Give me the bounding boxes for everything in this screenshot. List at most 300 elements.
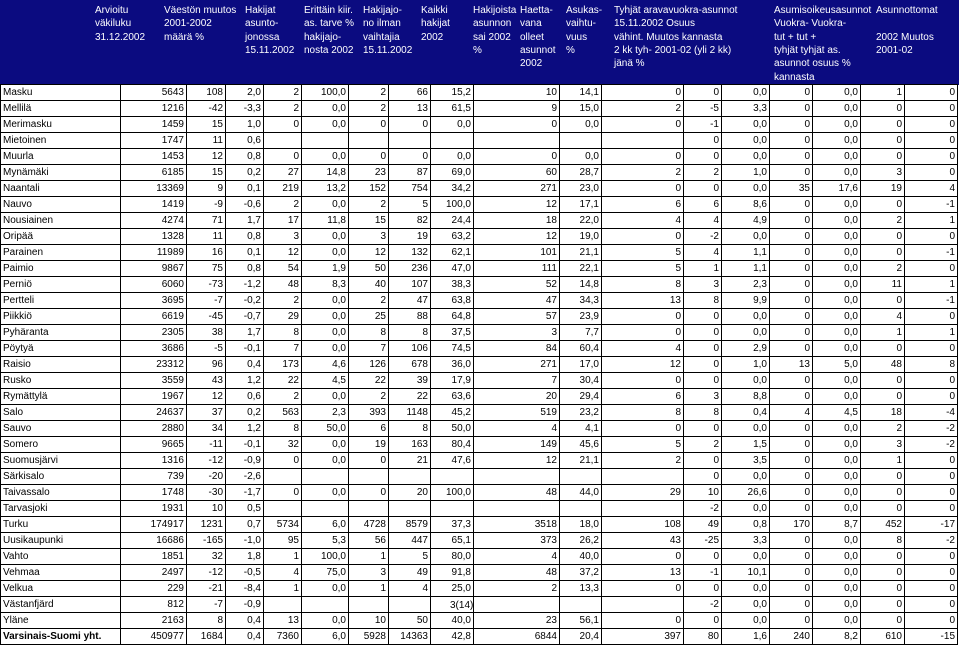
- table-cell: 1231: [187, 517, 226, 532]
- table-cell: 0,0: [813, 613, 861, 628]
- header-label: määrä %: [164, 31, 205, 43]
- table-cell: 0,0: [813, 101, 861, 116]
- header-label: vaihtu-: [566, 18, 597, 30]
- table-cell: 739: [121, 469, 187, 484]
- table-cell: -1,2: [226, 277, 264, 292]
- table-cell: 2: [349, 293, 389, 308]
- table-cell: 0: [770, 85, 813, 100]
- table-cell: 0: [770, 613, 813, 628]
- table-cell: [560, 133, 602, 148]
- table-cell: 107: [389, 277, 431, 292]
- table-row: [0, 453, 958, 469]
- table-cell: 0: [905, 549, 958, 564]
- municipality-name: Sauvo: [0, 421, 121, 436]
- table-cell: 0,0: [431, 149, 474, 164]
- table-cell: 2: [264, 197, 302, 212]
- table-cell: -2: [684, 229, 722, 244]
- table-cell: 56: [349, 533, 389, 548]
- table-cell: 0: [861, 245, 905, 260]
- table-cell: [389, 501, 431, 516]
- table-cell: 0,0: [431, 117, 474, 132]
- table-cell: 0,0: [302, 149, 349, 164]
- table-cell: [349, 469, 389, 484]
- table-cell: 8: [684, 293, 722, 308]
- table-cell: 2: [861, 261, 905, 276]
- table-cell: 0,0: [813, 437, 861, 452]
- table-cell: 12: [187, 389, 226, 404]
- table-cell: 8: [861, 533, 905, 548]
- table-cell: 63,8: [431, 293, 474, 308]
- table-cell: 1,7: [226, 213, 264, 228]
- table-cell: 0,0: [813, 581, 861, 596]
- table-cell: 0,4: [722, 405, 770, 420]
- table-cell: 0: [642, 149, 684, 164]
- table-cell: 0,0: [560, 149, 602, 164]
- table-cell: 0: [861, 133, 905, 148]
- table-cell: 82: [389, 213, 431, 228]
- table-cell: 3,5: [722, 453, 770, 468]
- table-cell: 1,9: [302, 261, 349, 276]
- table-cell: 52: [518, 277, 560, 292]
- table-cell: 13: [264, 613, 302, 628]
- table-cell: 0,8: [226, 149, 264, 164]
- table-cell: 0,0: [813, 293, 861, 308]
- table-cell: 2163: [121, 613, 187, 628]
- table-cell: [302, 597, 349, 612]
- table-cell: 0: [905, 309, 958, 324]
- municipality-name: Perniö: [0, 277, 121, 292]
- table-cell: 1216: [121, 101, 187, 116]
- table-cell: 1931: [121, 501, 187, 516]
- header-label: asunnot osuus %: [774, 58, 851, 70]
- table-cell: 2: [264, 389, 302, 404]
- table-cell: 0: [861, 117, 905, 132]
- municipality-name: Rymättylä: [0, 389, 121, 404]
- table-cell: 0: [770, 213, 813, 228]
- table-cell: 6: [642, 389, 684, 404]
- table-cell: 0,0: [302, 453, 349, 468]
- table-cell: 23,2: [560, 405, 602, 420]
- table-cell: 0,0: [722, 85, 770, 100]
- header-label: 2002: [520, 58, 543, 70]
- table-cell: 108: [187, 85, 226, 100]
- table-cell: 0: [684, 341, 722, 356]
- table-cell: 12: [264, 245, 302, 260]
- table-cell: 9: [518, 101, 560, 116]
- table-cell: 0: [905, 501, 958, 516]
- table-cell: 1,6: [722, 629, 770, 644]
- table-cell: 0,6: [226, 389, 264, 404]
- table-cell: 0: [770, 149, 813, 164]
- table-cell: 0,0: [813, 149, 861, 164]
- table-cell: 7,7: [560, 325, 602, 340]
- table-cell: 0,0: [813, 197, 861, 212]
- table-cell: -0,6: [226, 197, 264, 212]
- table-cell: 21: [389, 453, 431, 468]
- table-cell: 80: [684, 629, 722, 644]
- table-cell: 1: [905, 277, 958, 292]
- municipality-name: Muurla: [0, 149, 121, 164]
- table-cell: 13: [389, 101, 431, 116]
- table-cell: -11: [187, 437, 226, 452]
- table-cell: 20: [389, 485, 431, 500]
- table-row: [0, 277, 958, 293]
- table-cell: 0,4: [226, 357, 264, 372]
- table-cell: 8: [264, 325, 302, 340]
- municipality-name: Uusikaupunki: [0, 533, 121, 548]
- table-cell: 1: [905, 213, 958, 228]
- table-cell: 0: [905, 229, 958, 244]
- table-cell: 0: [349, 485, 389, 500]
- table-cell: 65,1: [431, 533, 474, 548]
- table-cell: 0: [905, 613, 958, 628]
- table-cell: 0: [861, 293, 905, 308]
- table-cell: 5: [642, 261, 684, 276]
- municipality-name: Merimasku: [0, 117, 121, 132]
- table-cell: 1148: [389, 405, 431, 420]
- table-cell: 1316: [121, 453, 187, 468]
- table-cell: 18: [861, 405, 905, 420]
- table-cell: 39: [389, 373, 431, 388]
- header-label: asunnot: [520, 44, 556, 56]
- table-cell: 48: [861, 357, 905, 372]
- table-cell: 0,0: [722, 549, 770, 564]
- table-cell: 6: [684, 197, 722, 212]
- header-label: asunto-: [245, 18, 279, 30]
- table-row: [0, 549, 958, 565]
- table-cell: 15: [187, 117, 226, 132]
- header-label: tyhjät tyhjät as.: [774, 44, 841, 56]
- table-row: [0, 501, 958, 517]
- table-cell: [264, 597, 302, 612]
- header-label: jänä %: [614, 58, 645, 70]
- header-label: Arvioitu: [95, 5, 129, 16]
- table-cell: 2: [349, 101, 389, 116]
- table-cell: 0,0: [302, 197, 349, 212]
- table-cell: 0,4: [226, 613, 264, 628]
- table-cell: 4: [684, 213, 722, 228]
- table-cell: -0,2: [226, 293, 264, 308]
- table-cell: 17: [264, 213, 302, 228]
- table-cell: 15,0: [560, 101, 602, 116]
- table-cell: 26,2: [560, 533, 602, 548]
- table-cell: 36,0: [431, 357, 474, 372]
- table-cell: 0,8: [722, 517, 770, 532]
- table-cell: 37,5: [431, 325, 474, 340]
- header-label: no ilman: [363, 18, 401, 30]
- table-row: [0, 309, 958, 325]
- table-cell: 13,3: [560, 581, 602, 596]
- table-cell: 0: [642, 373, 684, 388]
- table-cell: 17,9: [431, 373, 474, 388]
- table-cell: 0: [684, 453, 722, 468]
- table-cell: 450977: [121, 629, 187, 644]
- table-row: [0, 229, 958, 245]
- table-cell: 23312: [121, 357, 187, 372]
- table-cell: 0,0: [722, 133, 770, 148]
- table-cell: 0: [264, 485, 302, 500]
- table-cell: -12: [187, 453, 226, 468]
- header-label: Haetta-: [520, 5, 553, 16]
- table-cell: 7: [349, 341, 389, 356]
- table-cell: 173: [264, 357, 302, 372]
- table-row: [0, 613, 958, 629]
- table-cell: 0,0: [302, 309, 349, 324]
- header-label: Kaikki: [421, 5, 448, 16]
- table-cell: 2: [642, 453, 684, 468]
- table-cell: -12: [187, 565, 226, 580]
- table-cell: 0,1: [226, 181, 264, 196]
- table-cell: 0,0: [302, 325, 349, 340]
- table-cell: 47: [518, 293, 560, 308]
- table-cell: 0,0: [302, 101, 349, 116]
- table-cell: 0,0: [813, 501, 861, 516]
- municipality-name: Naantali: [0, 181, 121, 196]
- table-cell: 1328: [121, 229, 187, 244]
- table-cell: 0: [642, 117, 684, 132]
- table-cell: 24637: [121, 405, 187, 420]
- table-cell: 0: [642, 309, 684, 324]
- table-cell: 61,5: [431, 101, 474, 116]
- table-cell: 71: [187, 213, 226, 228]
- page-number: 3(14): [450, 600, 474, 611]
- table-cell: 240: [770, 629, 813, 644]
- table-cell: 0: [905, 389, 958, 404]
- table-cell: [349, 501, 389, 516]
- table-cell: 8: [642, 405, 684, 420]
- header-label: Hakijoista: [473, 5, 517, 16]
- table-row: [0, 101, 958, 117]
- table-cell: 0,0: [813, 597, 861, 612]
- table-cell: 0: [905, 261, 958, 276]
- table-cell: 32: [187, 549, 226, 564]
- table-cell: 1748: [121, 485, 187, 500]
- table-cell: 0: [684, 613, 722, 628]
- table-cell: -1: [905, 245, 958, 260]
- municipality-name: Nousiainen: [0, 213, 121, 228]
- header-label: Tyhjät aravavuokra-asunnot: [614, 5, 738, 16]
- table-row: [0, 373, 958, 389]
- table-cell: 0: [642, 85, 684, 100]
- table-cell: 4: [518, 421, 560, 436]
- table-cell: 8: [389, 325, 431, 340]
- table-cell: 0: [861, 565, 905, 580]
- header-label: Erittäin kiir.: [304, 5, 353, 16]
- table-cell: -20: [187, 469, 226, 484]
- table-cell: 0: [770, 373, 813, 388]
- table-cell: 2: [264, 293, 302, 308]
- table-cell: 3559: [121, 373, 187, 388]
- table-cell: 0: [770, 533, 813, 548]
- table-cell: 0,0: [813, 309, 861, 324]
- table-cell: 40,0: [431, 613, 474, 628]
- header-label: kannasta: [774, 71, 815, 83]
- table-cell: 0: [770, 389, 813, 404]
- table-cell: [518, 597, 560, 612]
- table-cell: 0,0: [302, 389, 349, 404]
- table-cell: 0: [642, 325, 684, 340]
- table-cell: 0,0: [722, 229, 770, 244]
- table-cell: 1: [905, 325, 958, 340]
- table-cell: 10: [684, 485, 722, 500]
- table-cell: 10,1: [722, 565, 770, 580]
- table-cell: [302, 133, 349, 148]
- table-cell: 4,6: [302, 357, 349, 372]
- table-cell: 100,0: [302, 549, 349, 564]
- table-cell: 0: [770, 581, 813, 596]
- table-row: [0, 341, 958, 357]
- table-row: [0, 389, 958, 405]
- header-label: asunnon: [473, 18, 512, 30]
- table-cell: 14,8: [560, 277, 602, 292]
- table-cell: 21,1: [560, 245, 602, 260]
- table-cell: -1,0: [226, 533, 264, 548]
- table-cell: 45,6: [560, 437, 602, 452]
- table-cell: 19,0: [560, 229, 602, 244]
- table-cell: 5643: [121, 85, 187, 100]
- municipality-name: Masku: [0, 85, 121, 100]
- table-cell: 63,6: [431, 389, 474, 404]
- table-cell: 8,2: [813, 629, 861, 644]
- table-cell: 812: [121, 597, 187, 612]
- table-cell: 393: [349, 405, 389, 420]
- table-cell: 3: [684, 389, 722, 404]
- table-cell: 0: [349, 149, 389, 164]
- table-cell: 0: [518, 117, 560, 132]
- table-cell: 100,0: [431, 197, 474, 212]
- table-cell: 56,1: [560, 613, 602, 628]
- table-cell: 19: [861, 181, 905, 196]
- table-cell: 0,0: [302, 245, 349, 260]
- table-cell: 0: [905, 85, 958, 100]
- table-row: [0, 149, 958, 165]
- table-cell: -1: [905, 293, 958, 308]
- table-cell: 0: [861, 373, 905, 388]
- table-cell: 1453: [121, 149, 187, 164]
- municipality-name: Somero: [0, 437, 121, 452]
- table-cell: 6: [349, 421, 389, 436]
- table-cell: 3: [349, 229, 389, 244]
- table-cell: 1: [264, 581, 302, 596]
- table-row: [0, 533, 958, 549]
- table-cell: 0: [905, 117, 958, 132]
- table-cell: 0,0: [302, 485, 349, 500]
- table-cell: 12: [349, 245, 389, 260]
- table-cell: 3: [861, 437, 905, 452]
- table-cell: -165: [187, 533, 226, 548]
- table-cell: 229: [121, 581, 187, 596]
- table-cell: 4: [861, 309, 905, 324]
- table-cell: 0: [861, 389, 905, 404]
- table-cell: 8: [905, 357, 958, 372]
- table-cell: 8: [349, 325, 389, 340]
- table-cell: 519: [518, 405, 560, 420]
- table-cell: 4: [389, 581, 431, 596]
- table-cell: 1,0: [722, 165, 770, 180]
- table-cell: 0: [389, 149, 431, 164]
- table-cell: 2,0: [226, 85, 264, 100]
- municipality-name: Vehmaa: [0, 565, 121, 580]
- municipality-name: Yläne: [0, 613, 121, 628]
- table-cell: 0,1: [226, 245, 264, 260]
- table-cell: 1: [684, 261, 722, 276]
- table-cell: [349, 597, 389, 612]
- table-cell: [518, 469, 560, 484]
- table-row: [0, 565, 958, 581]
- municipality-name: Nauvo: [0, 197, 121, 212]
- table-cell: 6844: [518, 629, 560, 644]
- table-cell: 0: [861, 501, 905, 516]
- table-cell: 28,7: [560, 165, 602, 180]
- table-cell: -17: [905, 517, 958, 532]
- table-cell: 2: [684, 165, 722, 180]
- table-cell: 19: [389, 229, 431, 244]
- table-cell: 0: [684, 357, 722, 372]
- table-cell: 0,0: [722, 597, 770, 612]
- table-cell: 22: [349, 373, 389, 388]
- table-cell: [431, 469, 474, 484]
- table-row: [0, 133, 958, 149]
- table-cell: 74,5: [431, 341, 474, 356]
- table-cell: [560, 597, 602, 612]
- table-row: [0, 245, 958, 261]
- table-cell: 126: [349, 357, 389, 372]
- header-label: Vuokra- Vuokra-: [774, 18, 847, 30]
- table-cell: -1: [684, 117, 722, 132]
- table-cell: [302, 501, 349, 516]
- table-cell: -25: [684, 533, 722, 548]
- table-cell: 4,1: [560, 421, 602, 436]
- table-cell: 6: [642, 197, 684, 212]
- municipality-name: Salo: [0, 405, 121, 420]
- table-cell: 48: [518, 565, 560, 580]
- table-cell: [642, 469, 684, 484]
- table-cell: 64,8: [431, 309, 474, 324]
- table-cell: 4274: [121, 213, 187, 228]
- table-cell: 4: [770, 405, 813, 420]
- table-cell: 0: [905, 373, 958, 388]
- table-cell: 22,0: [560, 213, 602, 228]
- table-cell: 13,2: [302, 181, 349, 196]
- table-cell: 20: [518, 389, 560, 404]
- header-label: 15.11.2002: [363, 44, 413, 56]
- table-cell: [389, 597, 431, 612]
- table-cell: 8: [389, 421, 431, 436]
- table-row: [0, 597, 958, 613]
- table-cell: 5: [642, 437, 684, 452]
- table-cell: 22: [389, 389, 431, 404]
- table-cell: 0: [770, 469, 813, 484]
- table-cell: 8,3: [302, 277, 349, 292]
- table-cell: 15: [187, 165, 226, 180]
- table-cell: 754: [389, 181, 431, 196]
- header-label: sai 2002: [473, 31, 511, 43]
- table-cell: 3,3: [722, 101, 770, 116]
- table-cell: 2: [642, 165, 684, 180]
- table-cell: 50: [389, 613, 431, 628]
- table-cell: -2: [905, 533, 958, 548]
- table-cell: 0,0: [722, 149, 770, 164]
- table-cell: 0,0: [722, 181, 770, 196]
- table-cell: 17,0: [560, 357, 602, 372]
- table-row: [0, 261, 958, 277]
- table-cell: 60: [518, 165, 560, 180]
- table-cell: [264, 469, 302, 484]
- table-cell: 0,0: [813, 373, 861, 388]
- table-row: [0, 357, 958, 373]
- table-cell: 0,0: [813, 565, 861, 580]
- municipality-name: Mietoinen: [0, 133, 121, 148]
